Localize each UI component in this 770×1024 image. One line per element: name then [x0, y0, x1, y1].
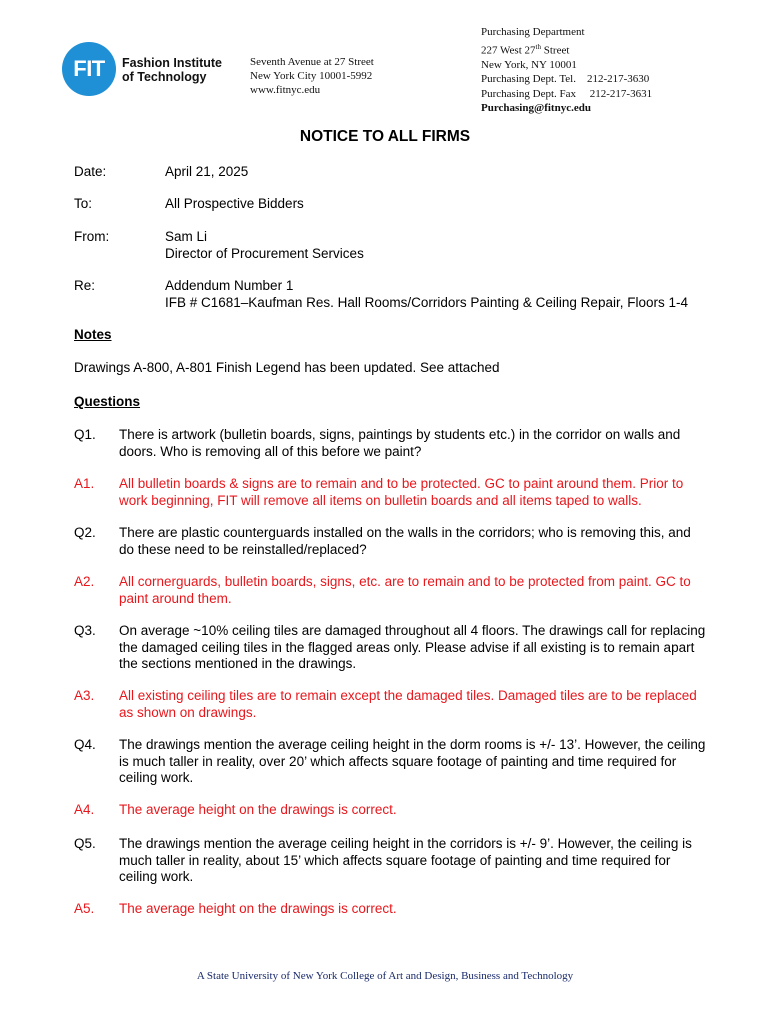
questions-heading: Questions — [74, 394, 141, 409]
footer-tagline: A State University of New York College of Art and Design, Business and Technology — [196, 970, 574, 982]
date-label: Date: — [74, 164, 107, 179]
date-value: April 21, 2025 — [165, 164, 249, 179]
institution-name — [122, 56, 222, 84]
department-name: Purchasing Department — [481, 26, 585, 38]
a5-text: The average height on the drawings is correct. — [119, 901, 397, 916]
street-text: 227 West 27 — [481, 44, 536, 57]
a2-number: A2. — [74, 574, 95, 589]
a5-number: A5. — [74, 901, 95, 916]
q5-text: The drawings mention the average ceiling height in the corridors is +/- 9’. However, the ceiling is much taller in reality, about 15’ which affects square footage of painting and time required for ceiling work. — [119, 836, 692, 884]
re-line1: Addendum Number 1 — [165, 278, 294, 293]
campus-street: Seventh Avenue at 27 Street — [250, 56, 374, 68]
re-line2: IFB # C1681–Kaufman Res. Hall Rooms/Corridors Painting & Ceiling Repair, Floors 1-4 — [165, 294, 688, 310]
a3-text: All existing ceiling tiles are to remain except the damaged tiles. Damaged tiles are to be replaced as shown on drawings. — [119, 688, 697, 720]
q1-number: Q1. — [74, 427, 96, 442]
to-label: To: — [74, 196, 93, 211]
q3-number: Q3. — [74, 623, 96, 638]
q3-text: On average ~10% ceiling tiles are damaged throughout all 4 floors. The drawings call for replacing the damaged ceiling tiles in the flagged areas only. Please advise if all existing is to remain apart the sections mentioned in the drawings. — [119, 623, 706, 671]
from-value — [165, 229, 364, 262]
institution-name-line2: of Technology — [122, 70, 207, 84]
a1-text: All bulletin boards & signs are to remain and to be protected. GC to paint around them. Prior to work beginning, FIT will remove all items on bulletin boards and all items taped to walls. — [119, 476, 684, 508]
from-title: Director of Procurement Services — [165, 245, 364, 261]
a1-number: A1. — [74, 476, 95, 491]
a2-text: All cornerguards, bulletin boards, signs, etc. are to remain and to be protected from paint. GC to paint around them. — [119, 574, 691, 606]
from-name: Sam Li — [165, 229, 208, 244]
street-suffix: Street — [540, 44, 570, 57]
department-email[interactable]: Purchasing@fitnyc.edu — [481, 102, 591, 115]
re-label: Re: — [74, 278, 96, 293]
q2-text: There are plastic counterguards installed on the walls in the corridors; who is removing this, and do these need to be reinstalled/replaced? — [119, 525, 691, 557]
campus-city: New York City 10001-5992 — [250, 70, 373, 82]
campus-address — [250, 55, 374, 97]
purchasing-contact — [481, 25, 652, 116]
institution-name-line1: Fashion Institute — [122, 56, 222, 70]
q5-number: Q5. — [74, 836, 96, 851]
a4-text: The average height on the drawings is correct. — [119, 802, 397, 817]
department-tel: Purchasing Dept. Tel. 212-217-3630 — [481, 73, 650, 86]
a3-number: A3. — [74, 688, 95, 703]
logo-mark: FIT — [73, 56, 105, 81]
page-title: NOTICE TO ALL FIRMS — [299, 128, 471, 145]
q4-text: The drawings mention the average ceiling height in the dorm rooms is +/- 13’. However, the ceiling is much taller in reality, over 20’ which affects square footage of painting and time required for ceiling work. — [119, 737, 706, 785]
to-value: All Prospective Bidders — [165, 196, 304, 211]
fit-logo — [62, 42, 116, 96]
department-fax: Purchasing Dept. Fax 212-217-3631 — [481, 87, 653, 100]
notes-heading: Notes — [74, 327, 112, 342]
department-street — [481, 40, 652, 58]
department-city: New York, NY 10001 — [481, 58, 577, 71]
q1-text: There is artwork (bulletin boards, signs, paintings by students etc.) in the corridor on walls and doors. Who is removing all of this before we paint? — [119, 427, 681, 459]
from-label: From: — [74, 229, 110, 244]
notes-text: Drawings A-800, A-801 Finish Legend has been updated. See attached — [74, 360, 500, 375]
q2-number: Q2. — [74, 525, 96, 540]
campus-website: www.fitnyc.edu — [250, 84, 321, 96]
re-value — [165, 278, 688, 311]
street-sup: th — [535, 42, 541, 51]
q4-number: Q4. — [74, 737, 96, 752]
a4-number: A4. — [74, 802, 95, 817]
